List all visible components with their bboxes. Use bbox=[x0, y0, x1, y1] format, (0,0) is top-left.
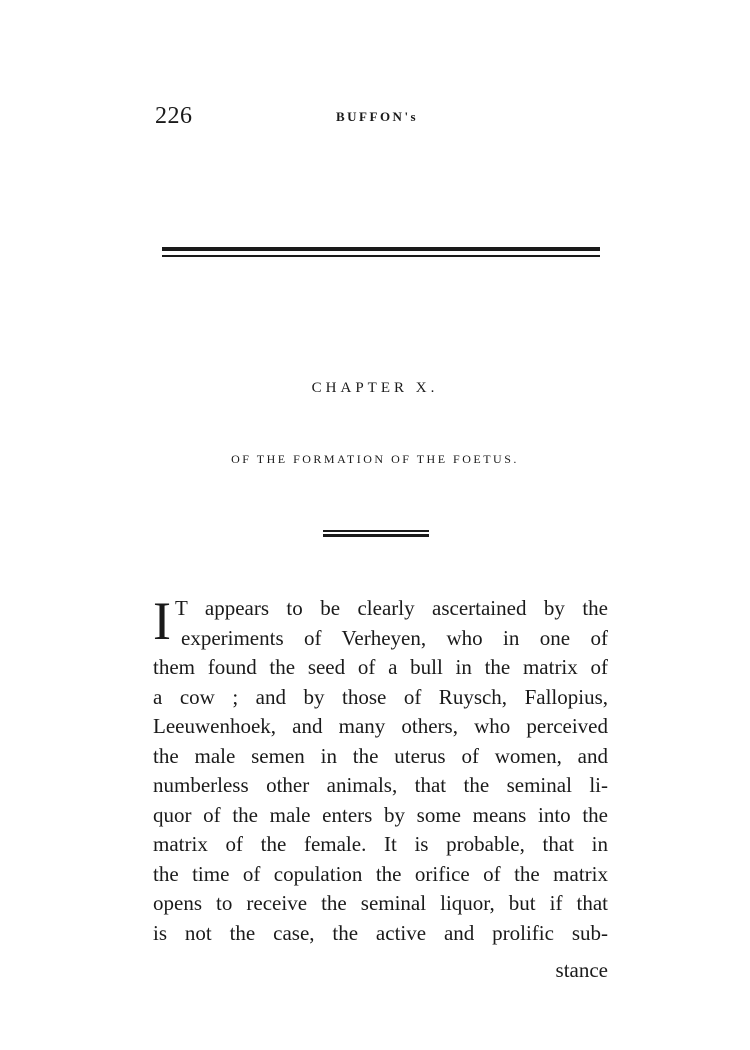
ornament-rule-thick bbox=[323, 534, 429, 537]
header-rule-thin bbox=[162, 255, 600, 257]
catchword: stance bbox=[555, 958, 608, 982]
chapter-heading: CHAPTER X. bbox=[311, 380, 439, 396]
chapter-subtitle: OF THE FORMATION OF THE FOETUS. bbox=[231, 452, 519, 466]
page-number: 226 bbox=[155, 103, 193, 129]
section-ornament-rule bbox=[323, 530, 429, 540]
text-line: quor of the male enters by some means into the bbox=[153, 802, 608, 827]
text-line: a cow ; and by those of Ruysch, Fallopius, bbox=[153, 684, 608, 709]
text-line: the time of copulation the orifice of the matrix bbox=[153, 861, 608, 886]
text-line: T appears to be clearly ascertained by the bbox=[174, 596, 608, 620]
text-line: numberless other animals, that the seminal li- bbox=[153, 773, 608, 797]
header-rule-thick bbox=[162, 247, 600, 251]
body-paragraph bbox=[153, 591, 608, 948]
text-line: them found the seed of a bull in the matrix of bbox=[153, 655, 608, 679]
text-line: is not the case, the active and prolific sub- bbox=[153, 920, 608, 945]
ornament-rule-thin bbox=[323, 530, 429, 532]
drop-cap: I bbox=[153, 591, 171, 651]
header-rule bbox=[162, 247, 600, 259]
running-head: BUFFON's bbox=[336, 109, 419, 124]
text-line: matrix of the female. It is probable, that in bbox=[153, 832, 608, 856]
text-line: opens to receive the seminal liquor, but if that bbox=[153, 891, 608, 915]
text-line: Leeuwenhoek, and many others, who perceived bbox=[153, 714, 608, 738]
text-line: the male semen in the uterus of women, and bbox=[153, 743, 608, 768]
text-line: experiments of Verheyen, who in one of bbox=[181, 625, 608, 650]
